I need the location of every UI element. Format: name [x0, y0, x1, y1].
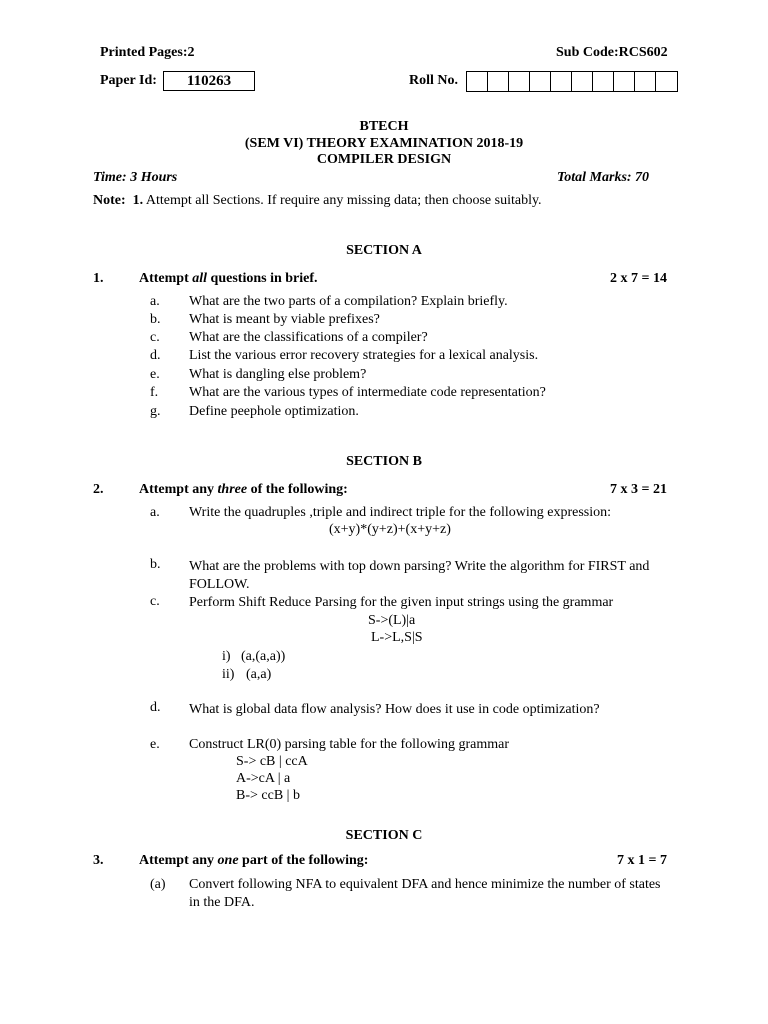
total-marks: Total Marks: 70: [557, 170, 650, 185]
q2a-text: Write the quadruples ,triple and indirect triple for the following expression:: [189, 505, 612, 520]
section-a-heading: SECTION A: [346, 243, 422, 258]
q1-item-letter: a.: [150, 294, 160, 309]
q2-title-emphasis: three: [217, 482, 248, 497]
note-line: [93, 192, 542, 210]
q1-item-text: Define peephole optimization.: [189, 404, 359, 419]
printed-pages: Printed Pages:2: [100, 45, 195, 60]
q2a-letter: a.: [150, 505, 160, 520]
exam-program: BTECH: [359, 119, 409, 134]
q2c-grammar-line: L->L,S|S: [371, 630, 423, 645]
q1-item-text: What are the two parts of a compilation? Explain briefly.: [189, 294, 508, 309]
roll-no-label: Roll No.: [409, 73, 458, 88]
q2b-text: What are the problems with top down parsing? Write the algorithm for FIRST and FOLLOW.: [189, 559, 650, 592]
subject-title: COMPILER DESIGN: [316, 152, 452, 167]
q2e-grammar-line: B-> ccB | b: [236, 788, 300, 803]
q1-item-letter: c.: [150, 330, 160, 345]
q2c-letter: c.: [150, 594, 160, 609]
note-text: Attempt all Sections. If require any missing data; then choose suitably.: [145, 193, 542, 208]
roll-no-cell: [509, 72, 530, 91]
paper-id-value: 110263: [163, 71, 255, 91]
question-3-marks: 7 x 1 = 7: [617, 853, 667, 868]
q1-item-text: What are the various types of intermediate code representation?: [189, 385, 546, 400]
q3-title-emphasis: one: [217, 853, 239, 868]
question-3-title: [139, 852, 368, 870]
q2c-input-string: (a,a): [246, 667, 272, 682]
roll-no-cell: [530, 72, 551, 91]
roll-no-cell: [551, 72, 572, 91]
q2e-letter: e.: [150, 737, 160, 752]
q1-item-text: What is meant by viable prefixes?: [189, 312, 380, 327]
question-2-marks: 7 x 3 = 21: [610, 482, 667, 497]
q1-item-letter: e.: [150, 367, 160, 382]
roll-no-cell: [656, 72, 677, 91]
q2c-grammar-line: S->(L)|a: [368, 613, 416, 628]
q2c-input-number: ii): [222, 667, 235, 682]
q2-title-post: of the following:: [247, 482, 348, 497]
q1-title-post: questions in brief.: [207, 271, 318, 286]
paper-id-label: Paper Id:: [100, 73, 157, 88]
q1-item-text: List the various error recovery strategies for a lexical analysis.: [189, 348, 539, 363]
roll-no-cell: [488, 72, 509, 91]
question-1-title: [139, 270, 318, 288]
roll-no-grid: [466, 71, 678, 92]
q2c-text: Perform Shift Reduce Parsing for the given input strings using the grammar: [189, 595, 614, 610]
q3-title-pre: Attempt any: [139, 853, 218, 868]
q1-title-emphasis: all: [192, 271, 208, 286]
exam-time: Time: 3 Hours: [93, 170, 178, 185]
exam-title: (SEM VI) THEORY EXAMINATION 2018-19: [244, 136, 524, 151]
roll-no-cell: [593, 72, 614, 91]
q1-item-text: What is dangling else problem?: [189, 367, 367, 382]
question-3-number: 3.: [93, 853, 104, 868]
q2c-input-string: (a,(a,a)): [241, 649, 286, 664]
q2e-grammar-line: A->cA | a: [236, 771, 291, 786]
q2d-letter: d.: [150, 700, 161, 715]
q1-item-letter: g.: [150, 404, 161, 419]
q1-title-pre: Attempt: [139, 271, 193, 286]
q1-item-letter: b.: [150, 312, 161, 327]
q1-item-letter: f.: [150, 385, 159, 400]
q3a-text: Convert following NFA to equivalent DFA and hence minimize the number of states in the DFA.: [189, 877, 661, 910]
q3-title-post: part of the following:: [238, 853, 369, 868]
section-b-heading: SECTION B: [346, 454, 422, 469]
roll-no-cell: [572, 72, 593, 91]
q2-title-pre: Attempt any: [139, 482, 218, 497]
q1-item-text: What are the classifications of a compiler?: [189, 330, 428, 345]
sub-code: Sub Code:RCS602: [556, 45, 668, 60]
note-number: 1.: [132, 193, 144, 208]
roll-no-cell: [467, 72, 488, 91]
q2c-input-number: i): [222, 649, 231, 664]
question-2-number: 2.: [93, 482, 104, 497]
roll-no-cell: [635, 72, 656, 91]
question-2-title: [139, 481, 348, 499]
q2b-letter: b.: [150, 557, 161, 572]
question-1-marks: 2 x 7 = 14: [610, 271, 667, 286]
note-label: Note:: [93, 193, 126, 208]
q3a-letter: (a): [150, 877, 166, 892]
q2e-text: Construct LR(0) parsing table for the following grammar: [189, 737, 509, 752]
q2d-text: What is global data flow analysis? How does it use in code optimization?: [189, 702, 600, 717]
question-1-number: 1.: [93, 271, 104, 286]
q2a-expression: (x+y)*(y+z)+(x+y+z): [329, 522, 451, 537]
section-c-heading: SECTION C: [345, 828, 423, 843]
q2e-grammar-line: S-> cB | ccA: [236, 754, 308, 769]
q1-item-letter: d.: [150, 348, 161, 363]
roll-no-cell: [614, 72, 635, 91]
